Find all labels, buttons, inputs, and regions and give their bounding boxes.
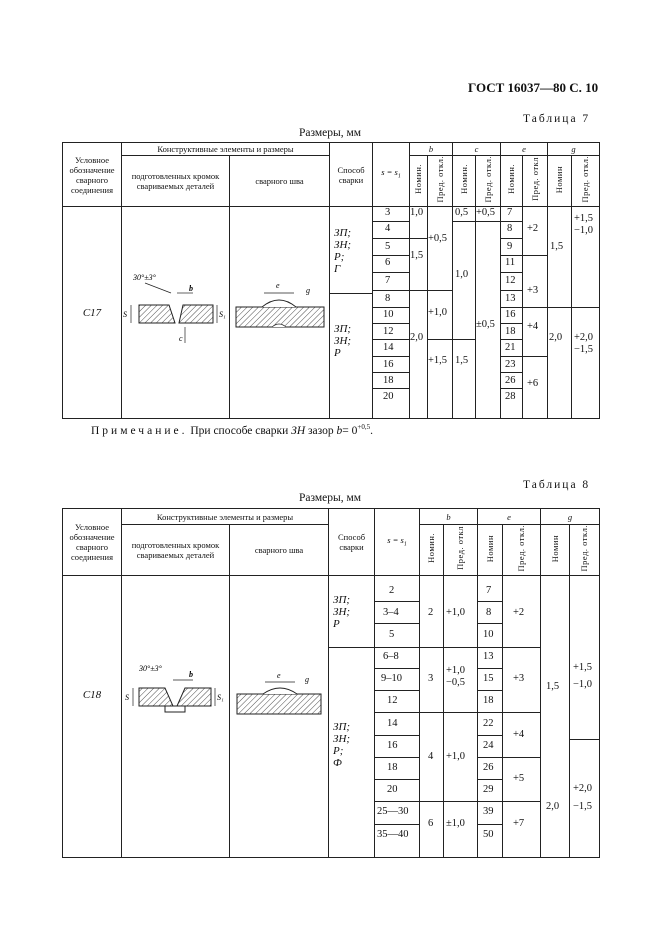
t8-s-0: 2 xyxy=(389,585,395,597)
t8-h-g-nom-text: Номин xyxy=(549,534,560,562)
t8-bd-2: −0,5 xyxy=(446,677,466,689)
t7-s-2: 5 xyxy=(385,241,391,253)
t7-en-2: 9 xyxy=(507,241,513,253)
t8-m2-2: Р; xyxy=(333,745,344,758)
t7-angle-label: 30°±3° xyxy=(132,272,156,282)
t7-e-nom xyxy=(501,207,523,419)
table8 xyxy=(62,508,600,858)
t7-b-dev xyxy=(428,207,453,419)
note-eq: = 0 xyxy=(342,424,358,437)
t8-bd-3: +1,0 xyxy=(446,751,466,763)
t8-g-dev xyxy=(570,576,600,858)
t8-s-11: 35—40 xyxy=(377,829,409,841)
t8-ed-4: +7 xyxy=(513,818,525,830)
t7-en-11: 28 xyxy=(505,391,516,403)
t8-bn-3: 6 xyxy=(428,818,434,830)
t7-designation-value: С17 xyxy=(82,306,102,319)
t8-s-4: 9–10 xyxy=(381,673,403,685)
t7-g-nom xyxy=(548,207,572,419)
t7-s-3: 6 xyxy=(385,257,391,269)
t8-bn-2: 4 xyxy=(428,751,434,763)
t8-h-e: e xyxy=(478,509,541,525)
t7-gd-2: +2,0 xyxy=(574,332,594,344)
t7-ed-1: +3 xyxy=(527,285,539,297)
t7-cn-1: 1,0 xyxy=(455,269,469,281)
t7-method-group1 xyxy=(330,227,351,275)
t8-en-2: 10 xyxy=(483,629,494,641)
t7-ed-3: +6 xyxy=(527,378,539,390)
svg-text:g: g xyxy=(305,285,310,295)
t7-h-elements: Конструктивные элементы и размеры xyxy=(122,143,330,156)
t8-s-9: 20 xyxy=(387,784,398,796)
svg-text:b: b xyxy=(188,670,193,680)
t8-gn-0: 1,5 xyxy=(546,681,560,693)
t8-bd-1: +1,0 xyxy=(446,665,466,677)
t7-h-g-dev xyxy=(572,156,600,207)
t8-ed-1: +3 xyxy=(513,673,525,685)
t7-h-c-nom xyxy=(453,156,476,207)
t7-s-9: 16 xyxy=(383,359,394,371)
t8-en-9: 29 xyxy=(483,784,494,796)
t7-h-g-nom xyxy=(548,156,572,207)
t8-ed-0: +2 xyxy=(513,607,525,619)
t7-drawing-prepared xyxy=(122,207,230,419)
t8-s-2: 5 xyxy=(389,629,395,641)
svg-text:e: e xyxy=(275,280,280,290)
t7-method-group2 xyxy=(330,323,351,359)
t8-gd-1: −1,0 xyxy=(573,679,593,691)
t7-bd-2: +1,5 xyxy=(428,355,448,367)
t8-h-e-nom xyxy=(478,525,503,576)
t7-en-5: 13 xyxy=(505,293,516,305)
t7-en-1: 8 xyxy=(507,223,513,235)
svg-text:S: S xyxy=(122,309,127,319)
t7-s-4: 7 xyxy=(385,275,391,287)
t8-b-nom xyxy=(420,576,444,858)
t8-drawing-prepared xyxy=(122,576,230,858)
t7-ed-2: +4 xyxy=(527,321,539,333)
t7-c-dev xyxy=(476,207,501,419)
t8-e-nom xyxy=(478,576,503,858)
t7-h-s-sub: 1 xyxy=(397,174,401,181)
t7-h-g-dev-text: Пред. откл. xyxy=(580,156,591,203)
t7-en-7: 18 xyxy=(505,326,516,338)
t8-e-dev xyxy=(503,576,541,858)
t7-edge-prep-diagram xyxy=(123,271,229,351)
t7-cd-0: +0,5 xyxy=(476,207,496,219)
t7-s-0: 3 xyxy=(385,207,391,219)
t8-h-s-sub: 1 xyxy=(403,541,407,548)
note-zn: ЗН xyxy=(291,424,306,437)
t8-m2-3: Ф xyxy=(333,757,342,770)
t7-m1-2: Р; xyxy=(334,251,345,264)
t8-bn-0: 2 xyxy=(428,607,434,619)
t8-m1-2: Р xyxy=(333,618,340,631)
t7-s-8: 14 xyxy=(383,342,394,354)
t7-s-1: 4 xyxy=(385,223,391,235)
t7-h-c-dev-text: Пред. откл. xyxy=(482,156,493,203)
t8-h-s xyxy=(375,509,420,576)
t8-angle-label: 30°±3° xyxy=(138,664,162,674)
t7-h-b-dev-text: Пред. откл. xyxy=(434,156,445,203)
t7-h-c-dev xyxy=(476,156,501,207)
t8-h-elements: Конструктивные элементы и размеры xyxy=(122,509,329,525)
t8-g-nom xyxy=(541,576,570,858)
t7-h-c: c xyxy=(453,143,501,156)
t8-s-5: 12 xyxy=(387,695,398,707)
t8-h-g-dev-text: Пред. откл. xyxy=(579,525,590,572)
t7-m1-3: Г xyxy=(334,263,341,276)
table8-caption: Таблица 8 xyxy=(523,479,591,491)
t7-h-e-nom xyxy=(501,156,523,207)
svg-text:b: b xyxy=(188,283,193,293)
t8-h-seam: сварного шва xyxy=(230,525,329,576)
t7-s-10: 18 xyxy=(383,375,394,387)
t8-h-e-dev-text: Пред. откл. xyxy=(516,525,527,572)
t8-h-b-nom xyxy=(420,525,444,576)
t8-en-11: 50 xyxy=(483,829,494,841)
t7-bd-0: +0,5 xyxy=(428,233,448,245)
t8-gn-1: 2,0 xyxy=(546,801,560,813)
t7-drawing-seam xyxy=(230,207,330,419)
t8-h-e-dev xyxy=(503,525,541,576)
t7-h-method: Способ сварки xyxy=(330,143,373,207)
t8-h-method: Способ сварки xyxy=(329,509,375,576)
t8-s-8: 18 xyxy=(387,762,398,774)
t7-h-s xyxy=(373,143,410,207)
t8-en-5: 18 xyxy=(483,695,494,707)
t7-m1-0: ЗП; xyxy=(334,227,352,240)
t8-bn-1: 3 xyxy=(428,673,434,685)
t8-b-dev xyxy=(444,576,478,858)
t7-s-11: 20 xyxy=(383,391,394,403)
t8-designation xyxy=(63,576,122,858)
t8-m1-1: ЗН; xyxy=(333,606,351,619)
t7-h-b: b xyxy=(410,143,453,156)
t7-designation xyxy=(63,207,122,419)
t8-gd-2: +2,0 xyxy=(573,783,593,795)
t7-gd-0: +1,5 xyxy=(574,213,594,225)
t7-s-6: 10 xyxy=(383,309,394,321)
t7-s-7: 12 xyxy=(383,326,394,338)
t8-ed-2: +4 xyxy=(513,729,525,741)
t7-en-0: 7 xyxy=(507,207,513,219)
note-end: . xyxy=(370,424,373,437)
svg-text:e: e xyxy=(277,671,281,681)
t8-s-6: 14 xyxy=(387,718,398,730)
t7-en-10: 26 xyxy=(505,375,516,387)
t8-gd-3: −1,5 xyxy=(573,801,593,813)
t8-m2-0: ЗП; xyxy=(333,721,351,734)
t8-h-b-dev xyxy=(444,525,478,576)
table7 xyxy=(62,142,600,419)
t8-en-3: 13 xyxy=(483,651,494,663)
t8-edge-prep-diagram xyxy=(123,662,229,722)
t7-bn-2: 2,0 xyxy=(410,332,424,344)
t8-h-b-nom-text: Номин. xyxy=(426,533,437,564)
svg-text:S₁: S₁ xyxy=(218,309,226,319)
t8-en-0: 7 xyxy=(486,585,492,597)
t8-method-group2 xyxy=(329,721,350,769)
t8-s-10: 25—30 xyxy=(377,806,409,818)
t7-h-e-nom-text: Номин. xyxy=(506,164,517,195)
t7-bn-0: 1,0 xyxy=(410,207,424,219)
t7-gn-0: 1,5 xyxy=(550,241,564,253)
t8-s-3: 6–8 xyxy=(383,651,399,663)
t8-weld-seam-diagram xyxy=(233,668,325,720)
t7-m1-1: ЗН; xyxy=(334,239,352,252)
t8-en-10: 39 xyxy=(483,806,494,818)
t7-gd-1: −1,0 xyxy=(574,225,594,237)
t8-ed-3: +5 xyxy=(513,773,525,785)
t8-s-7: 16 xyxy=(387,740,398,752)
t8-h-b-dev-text: Пред. откл xyxy=(455,526,466,571)
t7-s-col xyxy=(373,207,410,419)
t7-bn-1: 1,5 xyxy=(410,250,424,262)
t8-en-4: 15 xyxy=(483,673,494,685)
t7-h-c-nom-text: Номин. xyxy=(458,164,469,195)
t7-h-b-dev xyxy=(428,156,453,207)
t7-m2-2: Р xyxy=(334,347,341,360)
t7-cd-1: ±0,5 xyxy=(476,319,495,331)
t8-h-prepared: подготовленных кромок свариваемых деталей xyxy=(122,525,230,576)
t7-en-4: 12 xyxy=(505,275,516,287)
t8-s-col xyxy=(375,576,420,858)
t7-m2-0: ЗП; xyxy=(334,323,352,336)
t7-h-prepared: подготовленных кромок свариваемых деталей xyxy=(122,156,230,207)
table7-note xyxy=(91,423,373,437)
t8-m2-1: ЗН; xyxy=(333,733,351,746)
t7-c-nom xyxy=(453,207,476,419)
t8-en-6: 22 xyxy=(483,718,494,730)
t7-method xyxy=(330,207,373,419)
t7-ed-0: +2 xyxy=(527,223,539,235)
t7-h-b-nom-text: Номин. xyxy=(413,164,424,195)
page-header: ГОСТ 16037—80 С. 10 xyxy=(468,80,599,95)
t7-en-6: 16 xyxy=(505,309,516,321)
t7-h-b-nom xyxy=(410,156,428,207)
t8-bd-4: ±1,0 xyxy=(446,818,465,830)
svg-text:S₁: S₁ xyxy=(216,693,224,703)
t7-gn-1: 2,0 xyxy=(549,332,563,344)
t8-method xyxy=(329,576,375,858)
t7-en-9: 23 xyxy=(505,359,516,371)
t8-en-7: 24 xyxy=(483,740,494,752)
t7-gd-3: −1,5 xyxy=(574,344,594,356)
t7-h-g-nom-text: Номин xyxy=(554,165,565,193)
t7-b-nom xyxy=(410,207,428,419)
note-gap: зазор xyxy=(308,424,334,437)
t8-h-g: g xyxy=(541,509,600,525)
table8-subtitle: Размеры, мм xyxy=(299,492,362,504)
t7-s-5: 8 xyxy=(385,293,391,305)
t7-e-dev xyxy=(523,207,548,419)
t7-h-e-dev xyxy=(523,156,548,207)
t8-h-b: b xyxy=(420,509,478,525)
svg-text:g: g xyxy=(305,675,309,685)
t7-en-8: 21 xyxy=(505,342,516,354)
t8-designation-value: С18 xyxy=(82,689,102,702)
t8-gd-0: +1,5 xyxy=(573,662,593,674)
t7-h-g: g xyxy=(548,143,600,156)
t8-s-1: 3–4 xyxy=(383,607,399,619)
t7-cn-0: 0,5 xyxy=(455,207,469,219)
table7-subtitle: Размеры, мм xyxy=(299,127,362,139)
t8-en-8: 26 xyxy=(483,762,494,774)
t7-h-e: e xyxy=(501,143,548,156)
t8-drawing-seam xyxy=(230,576,329,858)
t7-m2-1: ЗН; xyxy=(334,335,352,348)
t7-h-e-dev-text: Пред. откл xyxy=(529,157,540,202)
t8-h-s-text: s = s xyxy=(387,534,404,545)
note-text: При способе сварки xyxy=(190,424,289,437)
svg-text:c: c xyxy=(178,333,183,343)
t7-weld-seam-diagram xyxy=(232,271,328,351)
t8-method-group1 xyxy=(329,594,350,630)
t7-h-designation: Условное обозначение сварного соединения xyxy=(63,143,122,207)
t7-cn-2: 1,5 xyxy=(455,355,469,367)
t8-en-1: 8 xyxy=(486,607,492,619)
t8-h-e-nom-text: Номин xyxy=(484,534,495,562)
t8-h-designation: Условное обозначение сварного соединения xyxy=(63,509,122,576)
t7-h-seam: сварного шва xyxy=(230,156,330,207)
note-sup: +0,5 xyxy=(357,423,371,431)
t7-en-3: 11 xyxy=(505,257,516,269)
table7-caption: Таблица 7 xyxy=(523,113,591,125)
note-label: Примечание. xyxy=(91,424,188,437)
t8-h-g-dev xyxy=(570,525,600,576)
t7-h-s-text: s = s xyxy=(381,167,398,178)
t8-h-g-nom xyxy=(541,525,570,576)
t7-g-dev xyxy=(572,207,600,419)
t7-bd-1: +1,0 xyxy=(428,307,448,319)
t8-bd-0: +1,0 xyxy=(446,607,466,619)
t8-m1-0: ЗП; xyxy=(333,594,351,607)
svg-text:S: S xyxy=(124,693,129,703)
note-b: b xyxy=(336,424,343,437)
